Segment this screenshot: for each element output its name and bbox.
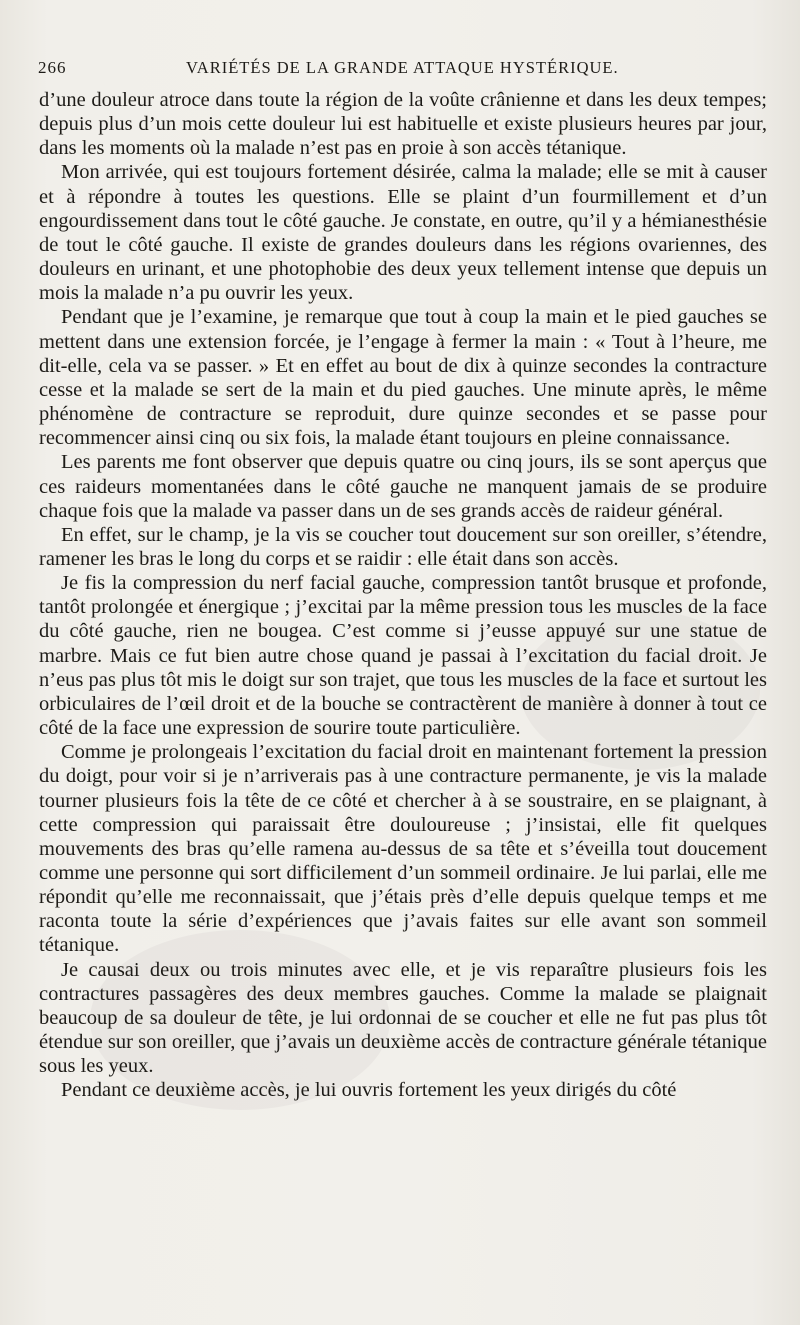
paragraph: Je causai deux ou trois minutes avec elle, et je vis reparaître plusieurs fois les contractures passagères des deux membres gauches. Comme la malade se plaignait beaucoup de sa douleur de tête, je lui ordonnai de se coucher et elle ne fut pas plus tôt étendue sur son oreiller, que j’avais un deuxième accès de contracture générale tétanique sous les yeux.	[39, 958, 767, 1078]
paragraph: Comme je prolongeais l’excitation du facial droit en maintenant fortement la pression du doigt, pour voir si je n’arriverais pas à une contracture permanente, je vis la malade tourner plusieurs fois la tête de ce côté et chercher à à se soustraire, en se plaignant, à cette compression qui paraissait être douloureuse ; j’insistai, elle fit quelques mouvements des bras qu’elle ramena au-dessus de sa tête et s’éveilla tout doucement comme une personne qui sort difficilement d’un sommeil ordinaire. Je lui parlai, elle me répondit qu’elle me reconnaissait, que j’étais près d’elle depuis quelque temps et me raconta toute la série d’expériences que j’avais faites sur elle avant son sommeil tétanique.	[39, 741, 767, 957]
paragraph: En effet, sur le champ, je la vis se coucher tout doucement sur son oreiller, s’étendre, ramener les bras le long du corps et se raidir : elle était dans son accès.	[39, 523, 767, 570]
paragraph: d’une douleur atroce dans toute la région de la voûte crânienne et dans les deux tempes; depuis plus d’un mois cette douleur lui est habituelle et existe plusieurs heures par jour, dans les moments où la malade n’est pas en proie à son accès tétanique.	[39, 89, 767, 160]
body-text	[39, 88, 767, 1103]
paragraph: Pendant que je l’examine, je remarque que tout à coup la main et le pied gauches se mettent dans une extension forcée, je l’engage à fermer la main : « Tout à l’heure, me dit-elle, cela va se passer. » Et en effet au bout de dix à quinze secondes la contracture cesse et la malade se sert de la main et du pied gauches. Une minute après, le même phénomène de contracture se reproduit, dure quinze secondes et se passe pour recommencer ainsi cinq ou six fois, la malade étant toujours en pleine connaissance.	[39, 306, 767, 450]
paragraph: Mon arrivée, qui est toujours fortement désirée, calma la malade; elle se mit à causer et à répondre à toutes les questions. Elle se plaint d’un fourmillement et d’un engourdissement dans tout le côté gauche. Je constate, en outre, qu’il y a hémianesthésie de tout le côté gauche. Il existe de grandes douleurs dans les régions ovariennes, des douleurs en urinant, et une photophobie des deux yeux tellement intense que depuis un mois la malade n’a pu ouvrir les yeux.	[39, 161, 767, 305]
page-header	[38, 55, 762, 85]
paragraph: Les parents me font observer que depuis quatre ou cinq jours, ils se sont aperçus que ces raideurs momentanées dans le côté gauche ne manquent jamais de se produire chaque fois que la malade va passer dans un de ses grands accès de raideur général.	[39, 451, 767, 522]
paragraph: Je fis la compression du nerf facial gauche, compression tantôt brusque et profonde, tantôt prolongée et énergique ; j’excitai par la même pression tous les muscles de la face du côté gauche, rien ne bougea. C’est comme si j’eusse appuyé sur une statue de marbre. Mais ce fut bien autre chose quand je passai à l’excitation du facial droit. Je n’eus pas plus tôt mis le doigt sur son trajet, que tous les muscles de la face et surtout les orbiculaires de l’œil droit et de la bouche se contractèrent de manière à donner à tout ce côté de la face une expression de sourire toute particulière.	[39, 572, 767, 740]
paragraph: Pendant ce deuxième accès, je lui ouvris fortement les yeux dirigés du côté	[61, 1079, 677, 1102]
running-title: VARIÉTÉS DE LA GRANDE ATTAQUE HYSTÉRIQUE.	[186, 58, 619, 77]
page-number: 266	[38, 58, 67, 77]
